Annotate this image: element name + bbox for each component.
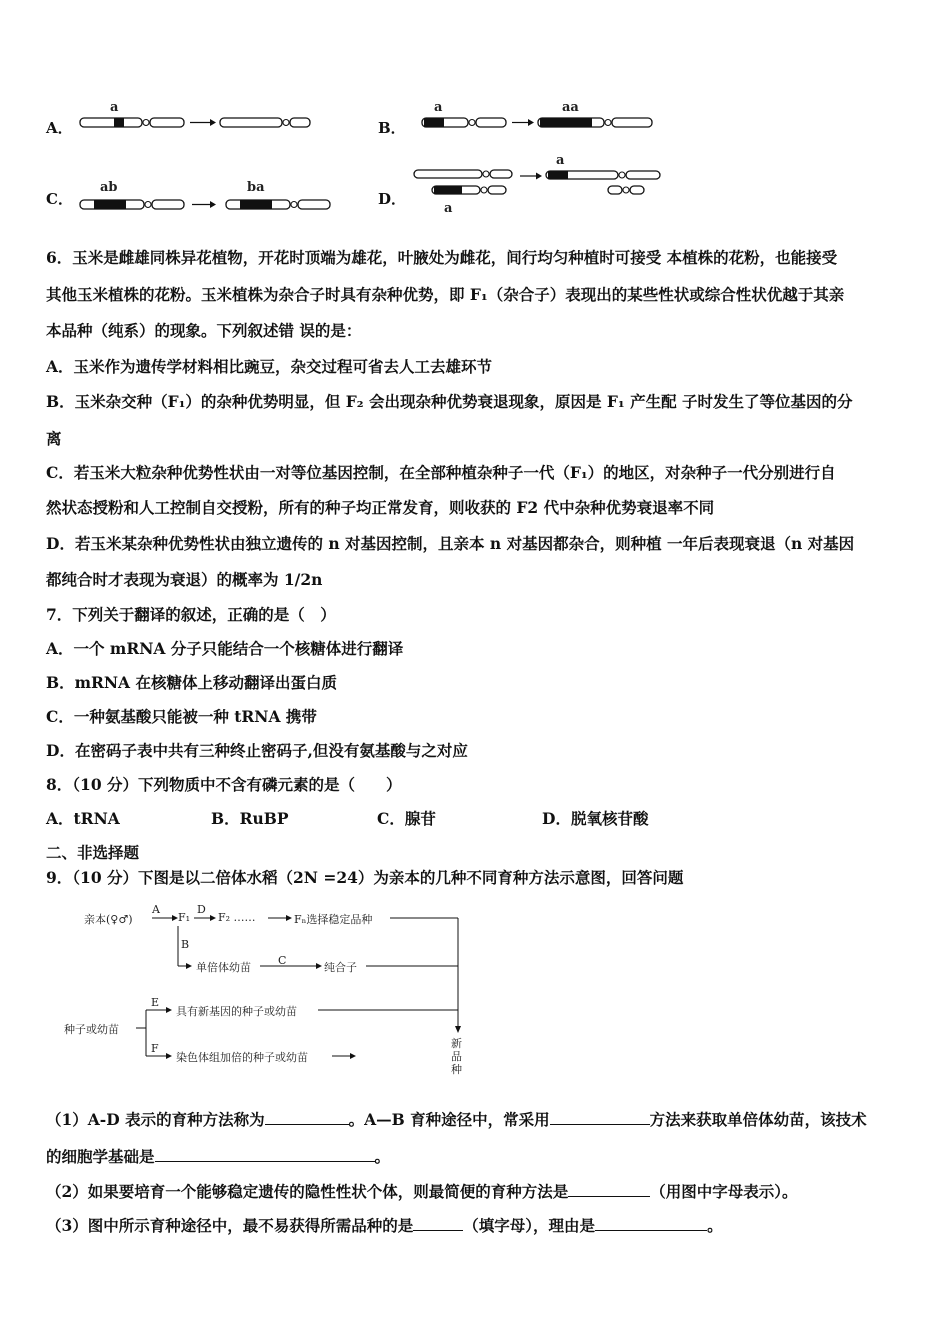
diagram-label-f: F	[151, 1042, 159, 1055]
diagram-haploid: 单倍体幼苗	[196, 961, 251, 974]
option-b-label: B．	[378, 119, 406, 137]
q9-part2	[46, 1180, 798, 1202]
option-c-gene-label-2: ba	[247, 180, 265, 195]
diagram-label-d: D	[197, 903, 206, 916]
q7-option-a: A．一个 mRNA 分子只能结合一个核糖体进行翻译	[46, 639, 404, 658]
q8-option-c: C．腺苷	[377, 809, 436, 828]
q7-option-c: C．一种氨基酸只能被一种 tRNA 携带	[46, 707, 317, 726]
q6-stem-line3: 本品种（纯系）的现象。下列叙述错 误的是：	[46, 321, 362, 340]
q7-stem: 7．下列关于翻译的叙述，正确的是（ ）	[46, 605, 336, 624]
q9-part1-text-c: 方法来获取单倍体幼苗，该技术	[649, 1110, 867, 1129]
diagram-label-e: E	[151, 996, 160, 1009]
option-d-gene-label-2: a	[444, 201, 453, 216]
diagram-label-b: B	[181, 938, 190, 951]
q8-option-b: B．RuBP	[211, 809, 289, 828]
diagram-fn: Fₙ选择稳定品种	[294, 913, 373, 926]
q6-option-b-line2: 离	[46, 429, 62, 448]
option-d-gene-label-1: a	[556, 153, 565, 168]
q9-part3-text-b: （填字母），理由是	[463, 1216, 596, 1235]
option-b-gene-label-1: a	[434, 100, 443, 115]
q9-part1-text-b: 。A—B 育种途径中，常采用	[348, 1110, 550, 1129]
q6-option-d-line2: 都纯合时才表现为衰退）的概率为 1/2n	[46, 570, 323, 589]
diagram-label-a: A	[152, 903, 160, 916]
q6-stem-line1: 6．玉米是雌雄同株异花植物，开花时顶端为雄花，叶腋处为雌花，间行均匀种植时可接受 本植株的花粉，也能接受	[46, 248, 838, 267]
diagram-new-variety: 新品种	[451, 1037, 462, 1076]
q9-stem: 9．（10 分）下图是以二倍体水稻（2N =24）为亲本的几种不同育种方法示意图，回答问题	[46, 868, 684, 887]
diagram-f2: F₂ ……	[218, 911, 256, 924]
q6-option-b-line1: B．玉米杂交种（F₁）的杂种优势明显，但 F₂ 会出现杂种优势衰退现象，原因是 F₁ 产生配 子时发生了等位基因的分	[46, 392, 853, 411]
diagram-parent: 亲本(♀♂)	[84, 913, 133, 926]
q9-answer-blank-1[interactable]	[265, 1110, 349, 1125]
q9-answer-blank-6[interactable]	[595, 1216, 707, 1231]
q9-part2-text-a: （2）如果要培育一个能够稳定遗传的隐性性状个体，则最简便的育种方法是	[46, 1182, 569, 1201]
option-c-label: C．	[46, 190, 73, 208]
q9-part1-text-d: 的细胞学基础是	[46, 1147, 155, 1166]
diagram-label-c: C	[278, 954, 287, 967]
option-a-label: A．	[46, 119, 73, 137]
q6-stem-line2: 其他玉米植株的花粉。玉米植株为杂合子时具有杂种优势，即 F₁（杂合子）表现出的某些性状或综合性状优越于其亲	[46, 285, 845, 304]
option-d-label: D．	[378, 190, 407, 208]
q6-option-d-line1: D．若玉米某杂种优势性状由独立遗传的 n 对基因控制，且亲本 n 对基因都杂合，则种植 一年后表现衰退（n 对基因	[46, 534, 855, 553]
q8-stem: 8．（10 分）下列物质中不含有磷元素的是（ ）	[46, 775, 402, 794]
section-heading: 二、非选择题	[46, 843, 140, 862]
diagram-newgene: 具有新基因的种子或幼苗	[176, 1005, 297, 1018]
q9-answer-blank-3[interactable]	[155, 1147, 375, 1162]
q7-option-b: B．mRNA 在核糖体上移动翻译出蛋白质	[46, 673, 337, 692]
q8-option-a: A．tRNA	[46, 809, 120, 828]
chromosome-diagram-a	[76, 112, 316, 134]
q9-part1-line2	[46, 1145, 390, 1167]
q9-answer-blank-5[interactable]	[413, 1216, 463, 1231]
diagram-chromo: 染色体组加倍的种子或幼苗	[176, 1051, 308, 1064]
q9-part3-text-c: 。	[707, 1216, 723, 1235]
chromosome-diagram-b	[418, 112, 658, 134]
q8-option-d: D．脱氧核苷酸	[542, 809, 649, 828]
q6-option-a: A．玉米作为遗传学材料相比豌豆，杂交过程可省去人工去雄环节	[46, 357, 493, 376]
q9-part3	[46, 1214, 723, 1236]
q9-part1-text-a: （1）A-D 表示的育种方法称为	[46, 1110, 265, 1129]
q9-part3-text-a: （3）图中所示育种途径中，最不易获得所需品种的是	[46, 1216, 414, 1235]
option-a-gene-label: a	[110, 100, 119, 115]
chromosome-diagram-c	[76, 194, 346, 216]
q9-part1-line1	[46, 1108, 867, 1130]
diagram-seed: 种子或幼苗	[64, 1023, 119, 1036]
q7-option-d: D．在密码子表中共有三种终止密码子,但没有氨基酸与之对应	[46, 741, 468, 760]
chromosome-diagram-d	[408, 164, 668, 204]
option-b-gene-label-2: aa	[562, 100, 579, 115]
q9-answer-blank-2[interactable]	[550, 1110, 650, 1125]
q9-answer-blank-4[interactable]	[568, 1182, 650, 1197]
q9-part2-text-b: （用图中字母表示）。	[650, 1182, 798, 1201]
diagram-pure: 纯合子	[324, 961, 357, 974]
q6-option-c-line1: C．若玉米大粒杂种优势性状由一对等位基因控制，在全部种植杂种子一代（F₁）的地区，对杂种子一代分别进行自	[46, 463, 836, 482]
q9-part1-text-e: 。	[374, 1147, 391, 1166]
diagram-f1: F₁	[178, 911, 191, 924]
q6-option-c-line2: 然状态授粉和人工控制自交授粉，所有的种子均正常发育，则收获的 F2 代中杂种优势衰退率不同	[46, 498, 715, 517]
option-c-gene-label-1: ab	[100, 180, 118, 195]
